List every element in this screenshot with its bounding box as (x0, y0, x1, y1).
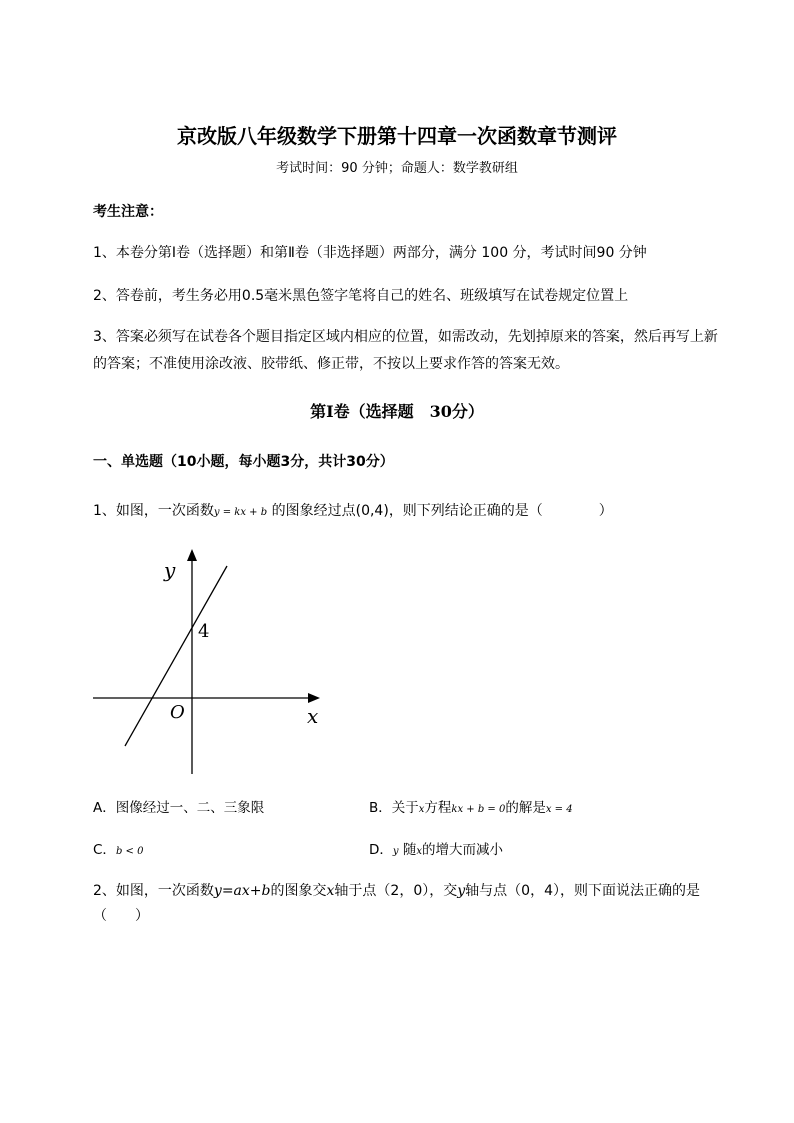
x-axis-arrow (308, 693, 320, 703)
q1-option-b-var: x (418, 804, 425, 815)
q1-option-b-mid2: 的解是 (505, 800, 546, 816)
notice-item-3: 3、答案必须写在试卷各个题目指定区域内相应的位置，如需改动，先划掉原来的答案，然后再写上新 (93, 329, 718, 345)
question-1-stem (93, 500, 613, 520)
q1-option-c (93, 838, 143, 858)
q1-option-d-mid: 随 (402, 842, 417, 858)
q1-option-d-var-x: x (416, 846, 422, 857)
q1-option-d (369, 838, 503, 858)
q2-formula: y=ax+b (213, 883, 271, 899)
notice-item-1: 1、本卷分第Ⅰ卷（选择题）和第Ⅱ卷（非选择题）两部分，满分 100 分，考试时间90 分钟 (93, 245, 647, 261)
q1-option-b-solution: x = 4 (545, 804, 573, 815)
q2-var-y: y (457, 883, 466, 899)
q1-option-d-var-y: y (392, 846, 399, 857)
exam-info: 考试时间：90 分钟；命题人：数学教研组 (276, 161, 518, 176)
part-heading: 一、单选题（10小题，每小题3分，共计30分） (93, 454, 394, 470)
q1-formula: y = kx + b (213, 507, 268, 518)
origin-label: O (170, 702, 185, 723)
x-axis-label: x (307, 704, 319, 728)
q2-mid1: 的图象交 (270, 883, 327, 899)
notice-heading: 考生注意： (93, 204, 163, 220)
q1-option-b-mid: 方程 (424, 800, 452, 816)
q1-option-c-expression: b < 0 (115, 846, 144, 857)
q1-option-b (369, 796, 573, 816)
q2-suffix: 轴与点（0，4），则下面说法正确的是 (465, 883, 700, 899)
q1-option-d-suffix: 的增大而减小 (422, 842, 503, 858)
question-2-stem (93, 880, 700, 900)
q1-mid: 的图象经过点 (271, 503, 356, 519)
y-axis-arrow (187, 549, 197, 561)
notice-item-3-continued: 的答案；不准使用涂改液、胶带纸、修正带，不按以上要求作答的答案无效。 (93, 356, 569, 372)
q1-option-b-equation: kx + b = 0 (451, 804, 506, 815)
q1-option-c-prefix: C． (93, 842, 116, 858)
q2-prefix: 2、如图，一次函数 (93, 883, 214, 899)
q2-mid2: 轴于点（2，0），交 (334, 883, 458, 899)
intercept-label: 4 (198, 621, 210, 642)
q1-prefix: 1、如图，一次函数 (93, 503, 214, 519)
notice-item-2: 2、答卷前，考生务必用0.5毫米黑色签字笔将自己的姓名、班级填写在试卷规定位置上 (93, 288, 629, 304)
q1-option-b-prefix: B．关于 (369, 800, 419, 816)
question-2-answer-bracket: （ ） (93, 908, 149, 924)
q1-option-a: A．图像经过一、二、三象限 (93, 800, 265, 816)
section-title: 第Ⅰ卷（选择题 30分） (310, 402, 484, 421)
y-axis-label: y (164, 558, 176, 582)
q1-point: (0,4) (355, 503, 389, 519)
q1-suffix: ，则下列结论正确的是（ ） (388, 503, 613, 519)
linear-function-graph (88, 543, 328, 779)
document-title: 京改版八年级数学下册第十四章一次函数章节测评 (177, 124, 617, 148)
q1-option-d-prefix: D． (369, 842, 393, 858)
q2-var-x: x (326, 883, 335, 899)
